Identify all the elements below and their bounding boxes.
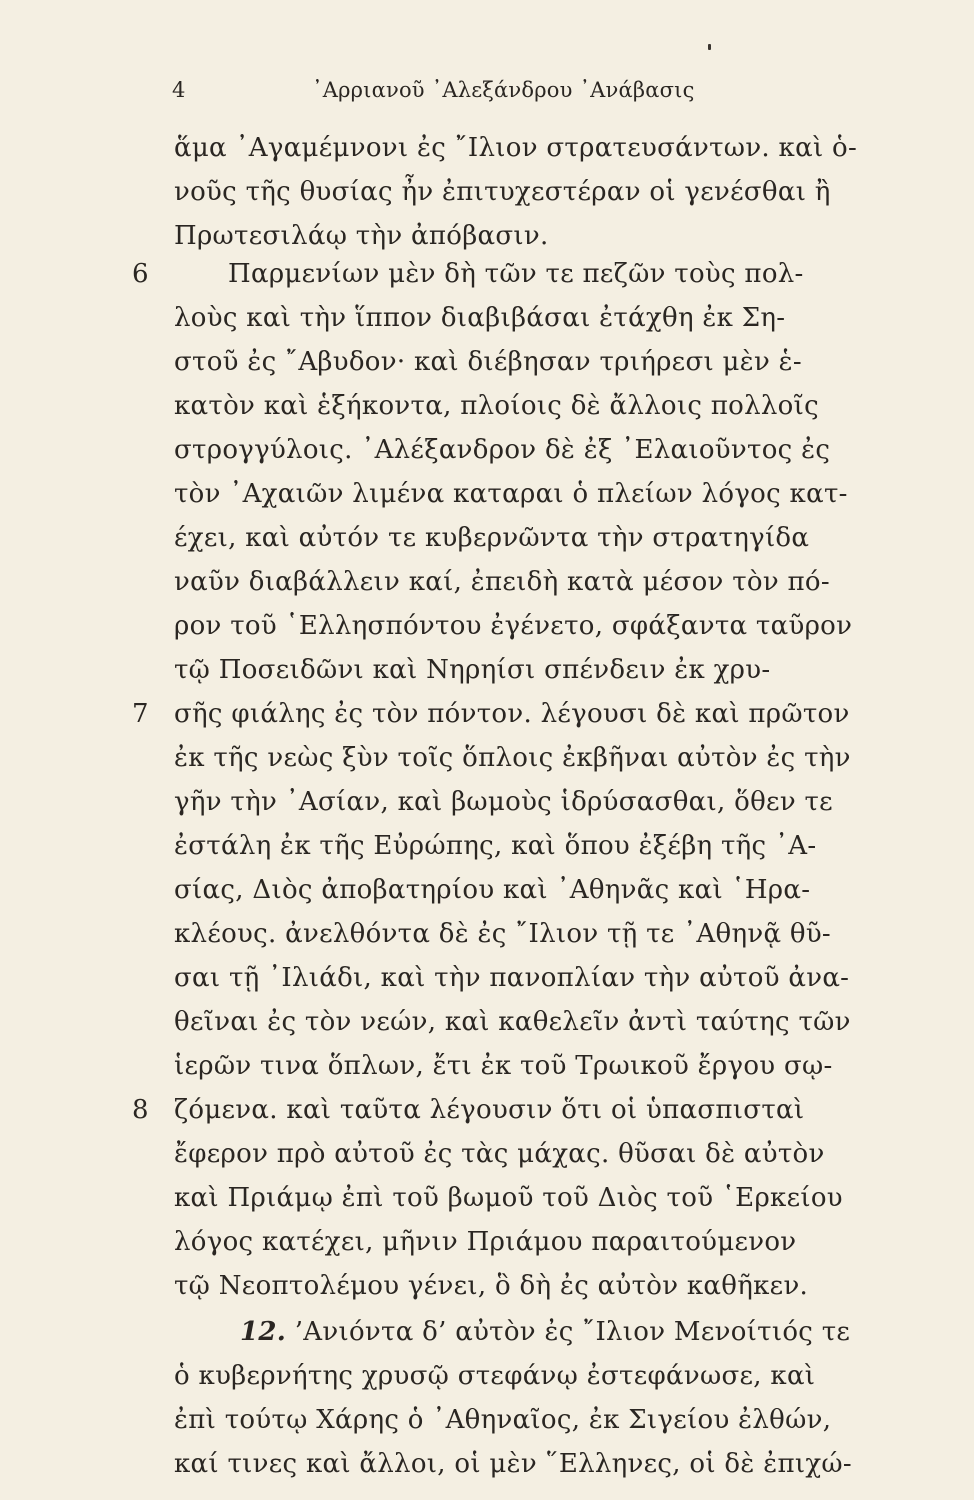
text-line: ἱερῶν τινα ὅπλων, ἔτι ἐκ τοῦ Τρωικοῦ ἔργου σῳ-: [174, 1051, 833, 1081]
text-line: ἐπὶ τούτῳ Χάρης ὁ ᾿Αθηναῖος, ἐκ Σιγείου ἐλθών,: [174, 1405, 832, 1435]
text-line: τῷ Ποσειδῶνι καὶ Νηρηίσι σπένδειν ἐκ χρυ-: [174, 655, 771, 685]
text-line: κατὸν καὶ ἑξήκοντα, πλοίοις δὲ ἄλλοις πολλοῖς: [174, 391, 819, 421]
text-line: στοῦ ἐς ῎Αβυδον· καὶ διέβησαν τριήρεσι μὲν ἑ-: [174, 347, 803, 377]
text-line: τὸν ᾿Αχαιῶν λιμένα καταραι ὁ πλείων λόγος κατ-: [174, 479, 848, 509]
text-line: καὶ Πριάμῳ ἐπὶ τοῦ βωμοῦ τοῦ Διὸς τοῦ ῾Ερκείου: [174, 1183, 843, 1213]
text-line: καί τινες καὶ ἄλλοι, οἱ μὲν ῞Ελληνες, οἱ δὲ ἐπιχώ-: [174, 1449, 852, 1479]
section-number: 7: [132, 699, 149, 729]
text-line: ἐκ τῆς νεὼς ξὺν τοῖς ὅπλοις ἐκβῆναι αὐτὸν ἐς τὴν: [174, 743, 851, 773]
text-line: ὁ κυβερνήτης χρυσῷ στεφάνῳ ἐστεφάνωσε, καὶ: [174, 1361, 816, 1391]
chapter-number: 12.: [240, 1317, 287, 1347]
text-line: νοῦς τῆς θυσίας ἦν ἐπιτυχεστέραν οἱ γενέσθαι ἢ: [174, 177, 831, 207]
text-line: στρογγύλοις. ᾿Αλέξανδρον δὲ ἐξ ᾿Ελαιοῦντος ἐς: [174, 435, 831, 465]
text-line: λοὺς καὶ τὴν ἵππον διαβιβάσαι ἐτάχθη ἐκ Ση-: [174, 303, 786, 333]
text-line: Πρωτεσιλάῳ τὴν ἀπόβασιν.: [174, 221, 549, 251]
text-line: Παρμενίων μὲν δὴ τῶν τε πεζῶν τοὺς πολ-: [228, 259, 804, 289]
text-line: θεῖναι ἐς τὸν νεών, καὶ καθελεῖν ἀντὶ ταύτης τῶν: [174, 1007, 851, 1037]
section-number: 8: [132, 1095, 149, 1125]
running-header: [172, 78, 712, 108]
text-line: ἐστάλη ἐκ τῆς Εὐρώπης, καὶ ὅπου ἐξέβη τῆς ᾿Α-: [174, 831, 817, 861]
chapter-start-line: [240, 1310, 850, 1354]
text-line: ζόμενα. καὶ ταῦτα λέγουσιν ὅτι οἱ ὑπασπισταὶ: [174, 1095, 805, 1125]
text-line: ἅμα ᾿Αγαμέμνονι ἐς ῎Ιλιον στρατευσάντων. καὶ ὁ-: [174, 133, 858, 163]
text-line: λόγος κατέχει, μῆνιν Πριάμου παραιτούμενον: [174, 1227, 797, 1257]
ink-mark: [708, 44, 711, 50]
text-line: ἔφερον πρὸ αὐτοῦ ἐς τὰς μάχας. θῦσαι δὲ αὐτὸν: [174, 1139, 825, 1169]
text-line: σῆς φιάλης ἐς τὸν πόντον. λέγουσι δὲ καὶ πρῶτον: [174, 699, 850, 729]
text-line: κλέους. ἀνελθόντα δὲ ἐς ῎Ιλιον τῇ τε ᾿Αθηνᾷ θῦ-: [174, 919, 832, 949]
section-number: 6: [132, 259, 149, 289]
text-line: σίας, Διὸς ἀποβατηρίου καὶ ᾿Αθηνᾶς καὶ ῾Ηρα-: [174, 875, 811, 905]
text-line: ναῦν διαβάλλειν καί, ἐπειδὴ κατὰ μέσον τὸν πό-: [174, 567, 830, 597]
text-line: γῆν τὴν ᾿Ασίαν, καὶ βωμοὺς ἱδρύσασθαι, ὅθεν τε: [174, 787, 833, 817]
text-line: ’Ανιόντα δ’ αὐτὸν ἐς ῎Ιλιον Μενοίτιός τε: [294, 1317, 851, 1347]
text-line: σαι τῇ ᾿Ιλιάδι, καὶ τὴν πανοπλίαν τὴν αὐτοῦ ἀνα-: [174, 963, 850, 993]
running-title: ᾿Αρριανοῦ ᾿Αλεξάνδρου ᾿Ανάβασις: [312, 78, 695, 102]
page-number: 4: [172, 78, 186, 102]
text-line: τῷ Νεοπτολέμου γένει, ὃ δὴ ἐς αὐτὸν καθῆκεν.: [174, 1271, 809, 1301]
text-line: έχει, καὶ αὐτόν τε κυβερνῶντα τὴν στρατηγίδα: [174, 523, 810, 553]
text-line: ρον τοῦ ῾Ελλησπόντου ἐγένετο, σφάξαντα ταῦρον: [174, 611, 853, 641]
